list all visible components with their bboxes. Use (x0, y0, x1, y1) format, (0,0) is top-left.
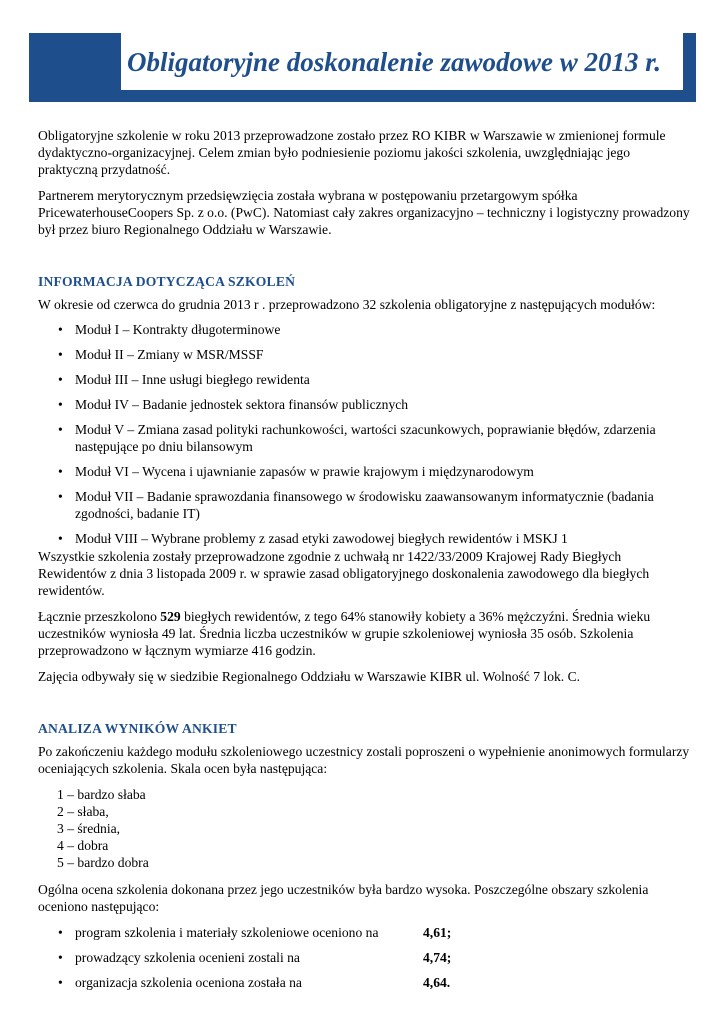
bullet-icon: • (58, 422, 63, 437)
module-label: Moduł III – Inne usługi biegłego rewidenta (75, 372, 310, 387)
bullet-icon: • (58, 531, 63, 546)
rating-value: 4,61; (423, 925, 452, 940)
bullet-icon: • (58, 925, 63, 940)
module-label: Moduł VI – Wycena i ujawnianie zapasów w prawie krajowym i międzynarodowym (75, 464, 534, 479)
module-list (38, 321, 690, 547)
statistics-paragraph (38, 608, 690, 659)
rating-item (38, 924, 690, 941)
rating-value: 4,74; (423, 950, 452, 965)
ratings-list (38, 924, 690, 991)
bullet-icon: • (58, 372, 63, 387)
bullet-icon: • (58, 975, 63, 990)
list-item (38, 396, 690, 413)
rating-value: 4,64. (423, 975, 451, 990)
bullet-icon: • (58, 464, 63, 479)
scale-item: 1 – bardzo słaba (57, 787, 146, 802)
document-body (38, 127, 690, 999)
list-item (38, 371, 690, 388)
bullet-icon: • (58, 950, 63, 965)
survey-lead: Po zakończeniu każdego modułu szkoleniowego uczestnicy zostali poproszeni o wypełnienie anonimowych formularzy oceniających szkolenia. Skala ocen była następująca: (38, 744, 690, 776)
training-lead: W okresie od czerwca do grudnia 2013 r . przeprowadzono 32 szkolenia obligatoryjne z następujących modułów: (38, 297, 656, 312)
title-box (121, 33, 683, 90)
survey-heading: ANALIZA WYNIKÓW ANKIET (38, 721, 237, 736)
scale-item: 3 – średnia, (57, 821, 121, 836)
rating-scale-list (38, 786, 690, 871)
location-paragraph: Zajęcia odbywały się w siedzibie Regionalnego Oddziału w Warszawie KIBR ul. Wolność 7 lok. C. (38, 669, 581, 684)
scale-item: 4 – dobra (57, 838, 109, 853)
rating-label: program szkolenia i materiały szkoleniowe oceniono na (75, 925, 379, 940)
rating-label: prowadzący szkolenia ocenieni zostali na (75, 950, 300, 965)
list-item (38, 346, 690, 363)
rating-item (38, 974, 690, 991)
stats-text-after: biegłych rewidentów, z tego 64% stanowiły kobiety a 36% mężczyźni. Średnia wieku uczestników wyniosła 49 lat. Średnia liczba uczestników w grupie szkoleniowej wyniosła 35 osób. Szkolenia przeprowadzono w łącznym wymiarze 416 godzin. (38, 609, 651, 658)
resolution-paragraph: Wszystkie szkolenia zostały przeprowadzone zgodnie z uchwałą nr 1422/33/2009 Krajowej Rady Biegłych Rewidentów z dnia 3 listopada 2009 r. w sprawie zasad obligatoryjnego doskonalenia zawodowego dla biegłych rewidentów. (38, 549, 650, 598)
bullet-icon: • (58, 347, 63, 362)
page-title: Obligatoryjne doskonalenie zawodowe w 2013 r. (127, 46, 662, 77)
module-label: Moduł V – Zmiana zasad polityki rachunkowości, wartości szacunkowych, poprawianie błędów, zdarzenia następujące po dniu bilansowym (75, 422, 656, 454)
bullet-icon: • (58, 489, 63, 504)
list-item (38, 463, 690, 480)
list-item (38, 421, 690, 455)
scale-item: 5 – bardzo dobra (57, 855, 149, 870)
bullet-icon: • (58, 397, 63, 412)
training-info-heading: INFORMACJA DOTYCZĄCA SZKOLEŃ (38, 274, 296, 289)
module-label: Moduł I – Kontrakty długoterminowe (75, 322, 281, 337)
module-label: Moduł II – Zmiany w MSR/MSSF (75, 347, 264, 362)
partner-paragraph: Partnerem merytorycznym przedsięwzięcia została wybrana w postępowaniu przetargowym spółka PricewaterhouseCoopers Sp. z o.o. (PwC). Natomiast cały zakres organizacyjno – techniczny i logistyczny prowadzony był przez biuro Regionalnego Oddziału w Warszawie. (38, 188, 690, 237)
list-item (38, 321, 690, 338)
rating-label: organizacja szkolenia oceniona została na (75, 975, 302, 990)
list-item (38, 530, 690, 547)
bullet-icon: • (58, 322, 63, 337)
list-item (38, 488, 690, 522)
scale-item: 2 – słaba, (57, 804, 109, 819)
survey-summary: Ogólna ocena szkolenia dokonana przez jego uczestników była bardzo wysoka. Poszczególne obszary szkolenia oceniono następująco: (38, 882, 649, 914)
module-label: Moduł VII – Badanie sprawozdania finansowego w środowisku zaawansowanym informatycznie (badania zgodności, badanie IT) (75, 489, 654, 521)
module-label: Moduł VIII – Wybrane problemy z zasad etyki zawodowej biegłych rewidentów i MSKJ 1 (75, 531, 568, 546)
rating-item (38, 949, 690, 966)
participants-count: 529 (160, 609, 181, 624)
intro-paragraph: Obligatoryjne szkolenie w roku 2013 przeprowadzone zostało przez RO KIBR w Warszawie w zmienionej formule dydaktyczno-organizacyjnej. Celem zmian było podniesienie poziomu jakości szkolenia, uwzględniając jego praktyczną przydatność. (38, 128, 666, 177)
module-label: Moduł IV – Badanie jednostek sektora finansów publicznych (75, 397, 409, 412)
stats-text-before: Łącznie przeszkolono (38, 609, 161, 624)
